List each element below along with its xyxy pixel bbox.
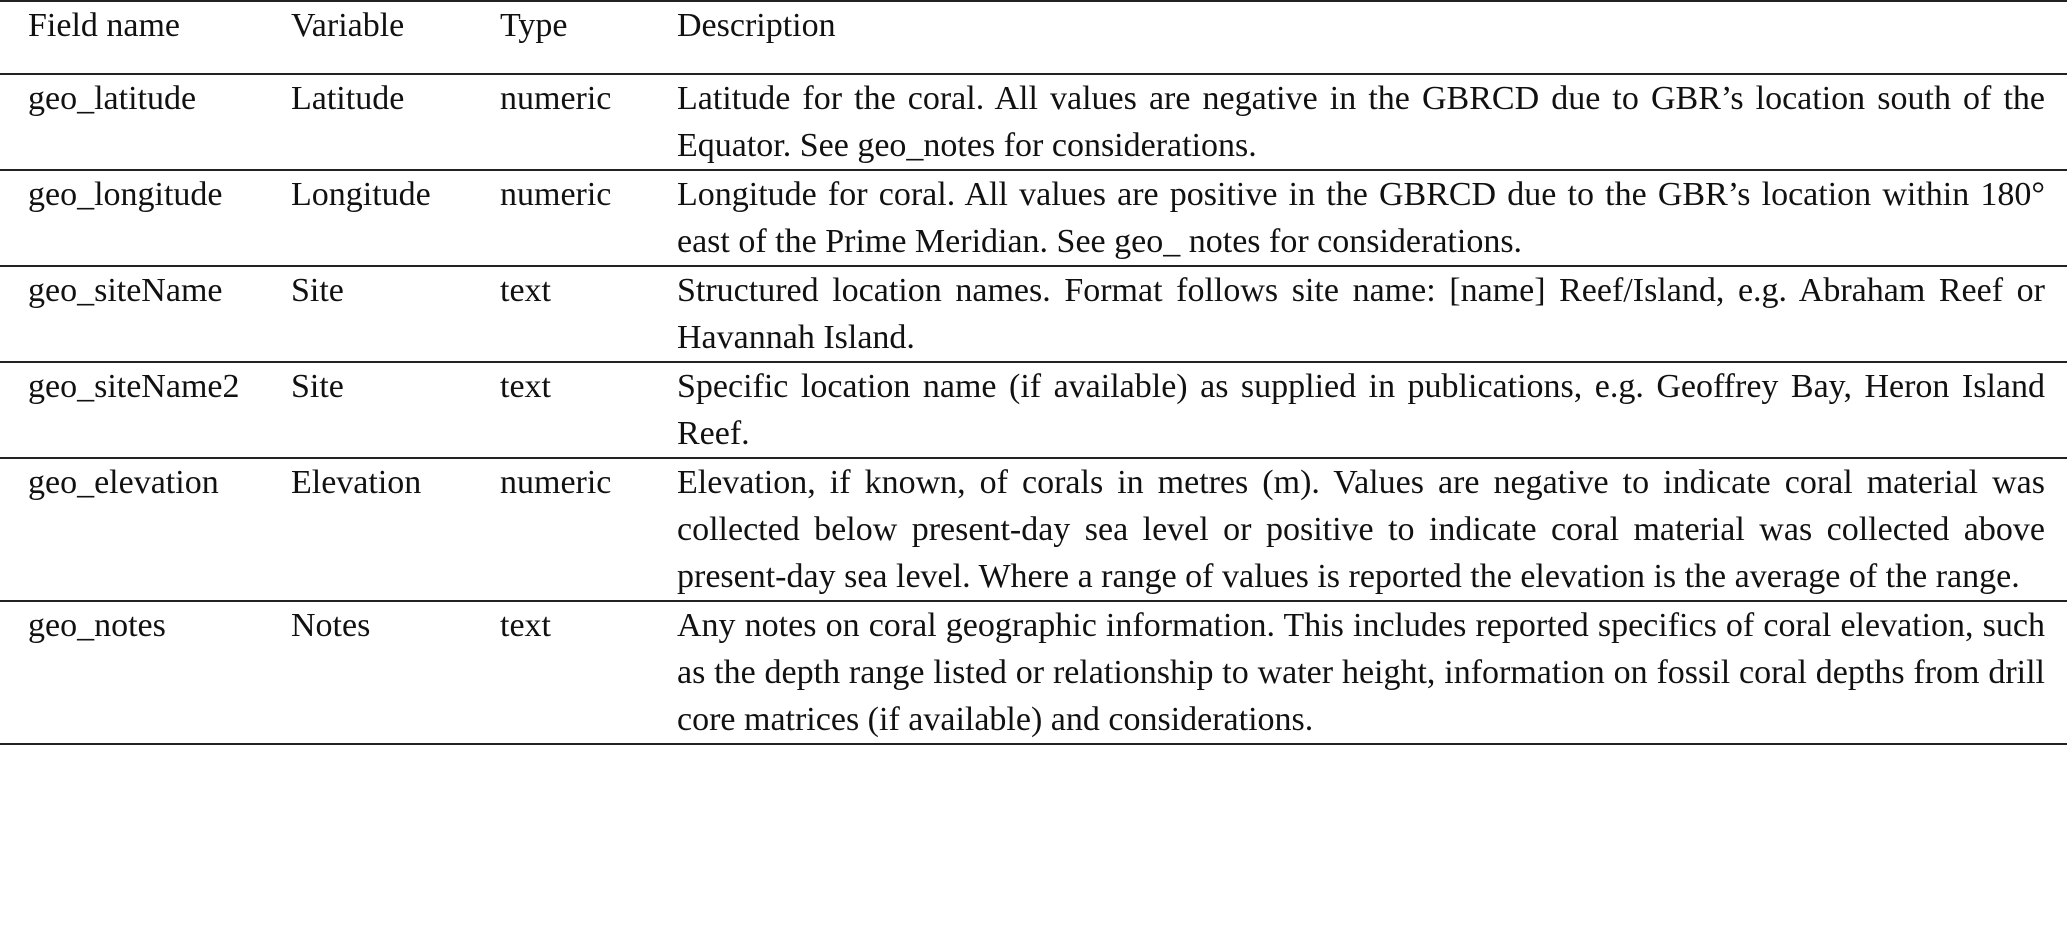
table-row xyxy=(0,601,2067,744)
variable-cell: Latitude xyxy=(291,80,405,117)
header-variable: Variable xyxy=(291,7,405,44)
type-cell: numeric xyxy=(500,176,612,213)
field-name-cell: geo_elevation xyxy=(28,464,219,501)
description-cell: Latitude for the coral. All values are negative in the GBRCD due to GBR’s location south of the Equator. See geo_notes for considerations. xyxy=(677,80,2045,164)
variable-cell: Elevation xyxy=(291,464,422,501)
field-name-cell: geo_siteName2 xyxy=(28,368,240,405)
table-row xyxy=(0,362,2067,458)
header-field-name: Field name xyxy=(28,7,181,44)
field-name-cell: geo_siteName xyxy=(28,272,223,309)
table-row xyxy=(0,74,2067,170)
table-row xyxy=(0,266,2067,362)
type-cell: text xyxy=(500,272,551,309)
description-cell: Longitude for coral. All values are positive in the GBRCD due to the GBR’s location within 180° east of the Prime Meridian. See geo_ notes for considerations. xyxy=(677,176,2045,260)
header-type: Type xyxy=(500,7,568,44)
description-cell: Structured location names. Format follows site name: [name] Reef/Island, e.g. Abraham Reef or Havannah Island. xyxy=(677,272,2045,356)
variable-cell: Longitude xyxy=(291,176,431,213)
table-row xyxy=(0,458,2067,601)
field-name-cell: geo_latitude xyxy=(28,80,197,117)
type-cell: text xyxy=(500,368,551,405)
type-cell: text xyxy=(500,607,551,644)
type-cell: numeric xyxy=(500,80,612,117)
description-cell: Elevation, if known, of corals in metres (m). Values are negative to indicate coral material was collected below present-day sea level or positive to indicate coral material was collected above present-day sea level. Where a range of values is reported the elevation is the average of the range. xyxy=(677,464,2045,595)
header-row xyxy=(0,1,2067,74)
header-description: Description xyxy=(677,7,836,44)
variable-cell: Site xyxy=(291,368,344,405)
variable-cell: Notes xyxy=(291,607,371,644)
field-name-cell: geo_longitude xyxy=(28,176,223,213)
variable-cell: Site xyxy=(291,272,344,309)
table-body xyxy=(0,74,2067,744)
field-name-cell: geo_notes xyxy=(28,607,166,644)
table-header xyxy=(0,1,2067,74)
table-row xyxy=(0,170,2067,266)
description-cell: Any notes on coral geographic information. This includes reported specifics of coral elevation, such as the depth range listed or relationship to water height, information on fossil coral depths from drill core matrices (if available) and considerations. xyxy=(677,607,2045,738)
description-cell: Specific location name (if available) as supplied in publications, e.g. Geoffrey Bay, Heron Island Reef. xyxy=(677,368,2045,452)
type-cell: numeric xyxy=(500,464,612,501)
